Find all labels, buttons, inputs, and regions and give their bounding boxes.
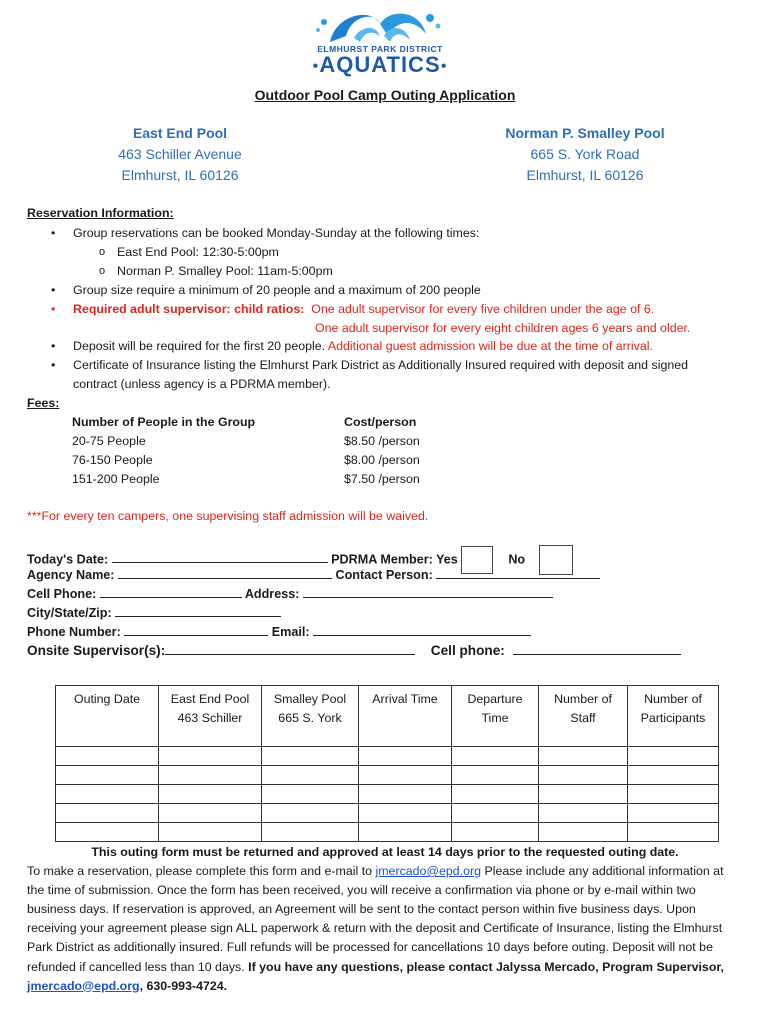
phone-number-label: Phone Number: xyxy=(27,625,121,639)
column-header: East End Pool 463 Schiller xyxy=(159,686,262,747)
reservation-list xyxy=(27,224,747,394)
logo-main-text: ●AQUATICS● xyxy=(312,52,448,77)
fees-header-row xyxy=(72,413,472,432)
pool-address-left xyxy=(100,123,260,186)
column-header: Smalley Pool 665 S. York xyxy=(262,686,359,747)
fee-group: 76-150 People xyxy=(72,453,153,467)
column-header: Departure Time xyxy=(452,686,539,747)
list-item: • Group reservations can be booked Monday-Sunday at the following times: xyxy=(27,224,747,243)
list-item: • Certificate of Insurance listing the Elmhurst Park District as Additionally Insured required with deposit and signed contract (unless agency is a PDRMA member). xyxy=(27,356,747,394)
list-item: o East End Pool: 12:30-5:00pm xyxy=(27,243,747,262)
table-row xyxy=(56,747,719,766)
email-field[interactable] xyxy=(313,623,531,636)
pool-street: 463 Schiller Avenue xyxy=(118,146,242,162)
onsite-cell-label: Cell phone: xyxy=(430,643,505,658)
fee-cost: $8.50 /person xyxy=(344,434,420,448)
todays-date-label: Today's Date: xyxy=(27,552,109,567)
fees-heading: Fees: xyxy=(27,396,60,410)
pdrma-no-label: No xyxy=(508,552,526,567)
fees-col-header: Cost/person xyxy=(344,415,417,429)
email-link[interactable]: jmercado@epd.org xyxy=(375,864,482,879)
deposit-text: Deposit will be required for the first 20 people. xyxy=(73,339,326,354)
phone-number-field[interactable] xyxy=(124,623,268,636)
list-item: o Norman P. Smalley Pool: 11am-5:00pm xyxy=(27,262,747,281)
table-row xyxy=(56,823,719,842)
table-row xyxy=(72,432,472,451)
table-row xyxy=(72,451,472,470)
form-row-city xyxy=(27,604,281,620)
contact-person-label: Contact Person: xyxy=(335,568,433,582)
column-header: Outing Date xyxy=(56,686,159,747)
page-title: Outdoor Pool Camp Outing Application xyxy=(254,87,516,103)
onsite-supervisor-label: Onsite Supervisor(s): xyxy=(27,643,166,658)
return-notice: This outing form must be returned and approved at least 14 days prior to the requested outing date. xyxy=(91,845,679,859)
pool-street: 665 S. York Road xyxy=(530,146,640,162)
column-header: Arrival Time xyxy=(359,686,452,747)
list-item: • Group size require a minimum of 20 people and a maximum of 200 people xyxy=(27,281,747,300)
table-header-row xyxy=(56,686,719,747)
address-label: Address: xyxy=(244,587,300,601)
onsite-supervisor-field[interactable] xyxy=(165,642,415,655)
form-row-phone xyxy=(27,585,553,601)
cell-phone-field[interactable] xyxy=(100,585,242,598)
fees-table xyxy=(72,413,472,489)
fees-col-header: Number of People in the Group xyxy=(72,415,256,429)
instructions-section xyxy=(27,843,743,996)
email-label: Email: xyxy=(271,625,310,639)
instructions-paragraph xyxy=(27,862,743,996)
staff-waiver-note: ***For every ten campers, one supervising staff admission will be waived. xyxy=(27,509,429,523)
column-header: Number of Participants xyxy=(628,686,719,747)
outing-schedule-table xyxy=(55,685,719,842)
pool-city: Elmhurst, IL 60126 xyxy=(121,167,239,183)
instructions-text: To make a reservation, please complete this form and e-mail to xyxy=(27,864,373,879)
ratio-line: One adult supervisor for every five children under the age of 6. xyxy=(311,301,655,316)
list-item xyxy=(27,300,747,338)
fee-group: 151-200 People xyxy=(72,472,160,486)
pool-name: Norman P. Smalley Pool xyxy=(505,125,665,141)
form-row-agency xyxy=(27,566,600,582)
pool-name: East End Pool xyxy=(132,125,228,141)
fee-group: 20-75 People xyxy=(72,434,146,448)
pool-city: Elmhurst, IL 60126 xyxy=(526,167,644,183)
form-row-contact xyxy=(27,623,531,639)
deposit-note: Additional guest admission will be due at the time of arrival. xyxy=(327,339,653,354)
table-row xyxy=(56,804,719,823)
agency-name-field[interactable] xyxy=(118,566,332,579)
fee-cost: $7.50 /person xyxy=(344,472,420,486)
contact-phone: , 630-993-4724. xyxy=(139,978,228,993)
todays-date-field[interactable] xyxy=(112,550,328,563)
pool-address-right xyxy=(490,123,680,186)
city-state-zip-field[interactable] xyxy=(115,604,281,617)
city-state-zip-label: City/State/Zip: xyxy=(27,606,112,620)
fee-cost: $8.00 /person xyxy=(344,453,420,467)
pdrma-label: PDRMA Member: Yes xyxy=(331,552,458,567)
table-row xyxy=(72,470,472,489)
table-row xyxy=(56,766,719,785)
water-splash-icon xyxy=(280,6,480,46)
column-header: Number of Staff xyxy=(539,686,628,747)
list-item xyxy=(27,337,747,356)
aquatics-logo xyxy=(280,6,480,80)
logo-top-text: ELMHURST PARK DISTRICT xyxy=(317,44,443,54)
table-row xyxy=(56,785,719,804)
instructions-text: Please include any additional information at the time of submission. Once the form has been received, you will receive a confirmation via phone or by e-mail within two business days. If reservation is approved, an Agreement will be sent to the contact person within five business days. Upon receiving your agreement please sign ALL paperwork & return with the deposit and Certificate of Insurance, listing the Elmhurst Park District as additionally insured. Full refunds will be processed for cancellations 10 days before outing. Deposit will not be refunded if cancelled less than 10 days. xyxy=(27,864,724,974)
form-row-supervisor xyxy=(27,642,681,658)
address-field[interactable] xyxy=(303,585,553,598)
ratio-line: One adult supervisor for every eight children ages 6 years and older. xyxy=(315,320,691,335)
onsite-cell-field[interactable] xyxy=(513,642,681,655)
ratio-label: Required adult supervisor: child ratios: xyxy=(73,301,305,316)
agency-name-label: Agency Name: xyxy=(27,568,115,582)
contact-person-field[interactable] xyxy=(436,566,600,579)
contact-email-link[interactable]: jmercado@epd.org xyxy=(27,978,140,993)
reservation-heading: Reservation Information: xyxy=(27,206,174,220)
cell-phone-label: Cell Phone: xyxy=(27,587,97,601)
questions-text: If you have any questions, please contact Jalyssa Mercado, Program Supervisor, xyxy=(248,959,724,974)
